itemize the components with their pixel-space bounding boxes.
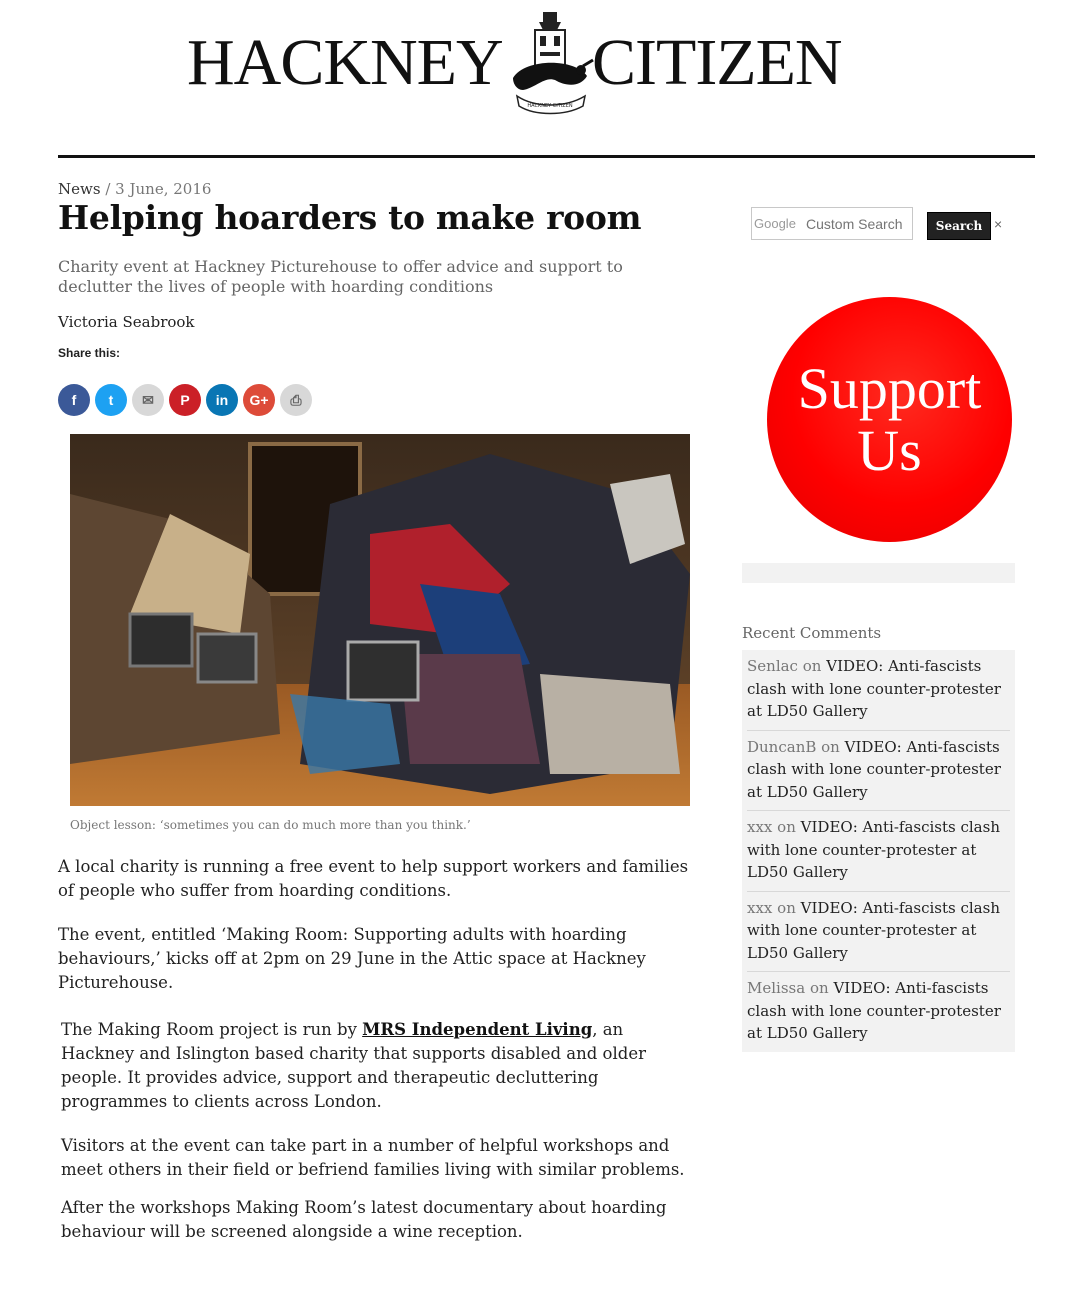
comment-on-word: on — [809, 979, 829, 997]
article-photo — [70, 434, 690, 806]
crest-scroll-text: HACKNEY CITIZEN — [527, 103, 573, 109]
article-meta — [58, 180, 211, 198]
pinterest-icon[interactable]: P — [169, 384, 201, 416]
article-standfirst: Charity event at Hackney Picturehouse to offer advice and support to declutter the lives of people with hoarding conditions — [58, 257, 623, 296]
article-date: 3 June, 2016 — [115, 180, 212, 198]
share-title: Share this: — [58, 346, 121, 360]
body-paragraph-2: The event, entitled ‘Making Room: Supporting adults with hoarding behaviours,’ kicks off at 2pm on 29 June in the Attic space at Hackney Picturehouse. — [58, 925, 646, 992]
support-line-2: Us — [857, 417, 922, 483]
comment-author[interactable]: xxx — [747, 898, 773, 917]
sidebar-widget-strip — [742, 563, 1015, 583]
share-buttons — [58, 384, 312, 416]
recent-comments-list — [742, 650, 1015, 1052]
comment-post-link[interactable]: VIDEO: Anti-fascists clash with lone counter-protester at LD50 Gallery — [747, 898, 1000, 962]
comment-post-link[interactable]: VIDEO: Anti-fascists clash with lone counter-protester at LD50 Gallery — [747, 818, 1000, 881]
mrs-independent-living-link[interactable]: MRS Independent Living — [362, 1020, 593, 1039]
comment-on-word: on — [821, 737, 840, 756]
meta-separator: / — [105, 180, 111, 198]
photo-caption: Object lesson: ‘sometimes you can do much more than you think.’ — [70, 818, 471, 832]
comment-on-word: on — [777, 898, 796, 917]
recent-comment-item — [747, 811, 1010, 892]
comment-author[interactable]: Melissa — [747, 979, 806, 997]
comment-author[interactable]: Senlac — [747, 657, 798, 675]
masthead-left-word: HACKNEY — [187, 26, 503, 99]
recent-comment-item — [747, 731, 1010, 812]
recent-comment-item — [747, 650, 1010, 731]
body-paragraph-5: After the workshops Making Room’s latest documentary about hoarding behaviour will be screened alongside a wine reception. — [61, 1198, 667, 1241]
crest-logo-icon — [505, 8, 595, 123]
print-icon[interactable]: ⎙ — [280, 384, 312, 416]
search-button[interactable]: Search — [927, 212, 991, 240]
article-author[interactable]: Victoria Seabrook — [58, 313, 195, 331]
google-plus-icon[interactable]: G+ — [243, 384, 275, 416]
masthead-right-word: CITIZEN — [592, 26, 842, 99]
comment-author[interactable]: DuncanB — [747, 737, 817, 756]
facebook-icon[interactable]: f — [58, 384, 90, 416]
twitter-icon[interactable]: t — [95, 384, 127, 416]
comment-on-word: on — [777, 818, 796, 836]
masthead[interactable] — [0, 0, 1078, 150]
recent-comments-title: Recent Comments — [742, 624, 882, 642]
comment-author[interactable]: xxx — [747, 818, 773, 836]
search-clear-icon[interactable]: × — [994, 216, 1003, 232]
article-headline: Helping hoarders to make room — [58, 198, 642, 237]
comment-post-link[interactable]: VIDEO: Anti-fascists clash with lone counter-protester at LD50 Gallery — [747, 737, 1001, 801]
comment-on-word: on — [802, 657, 822, 675]
recent-comment-item — [747, 892, 1010, 973]
masthead-rule — [58, 155, 1035, 158]
body-paragraph-1: A local charity is running a free event to help support workers and families of people who suffer from hoarding conditions. — [58, 857, 689, 900]
body-paragraph-3 — [61, 1018, 696, 1114]
comment-post-link[interactable]: VIDEO: Anti-fascists clash with lone counter-protester at LD50 Gallery — [747, 657, 1001, 720]
p3-text-before: The Making Room project is run by — [61, 1020, 363, 1039]
email-icon[interactable]: ✉ — [132, 384, 164, 416]
p3-text-after: , an Hackney and Islington based charity that supports disabled and older people. It provides advice, support and therapeutic decluttering programmes to clients across London. — [61, 1020, 646, 1111]
recent-comment-item — [747, 972, 1010, 1052]
support-us-banner[interactable] — [767, 297, 1012, 542]
category-link[interactable]: News — [58, 180, 101, 198]
comment-post-link[interactable]: VIDEO: Anti-fascists clash with lone counter-protester at LD50 Gallery — [747, 979, 1001, 1042]
linkedin-icon[interactable]: in — [206, 384, 238, 416]
search-google-label: Google — [754, 216, 796, 231]
support-line-1: Support — [797, 355, 982, 421]
body-paragraph-4: Visitors at the event can take part in a number of helpful workshops and meet others in their field or befriend families living with similar problems. — [61, 1136, 685, 1179]
